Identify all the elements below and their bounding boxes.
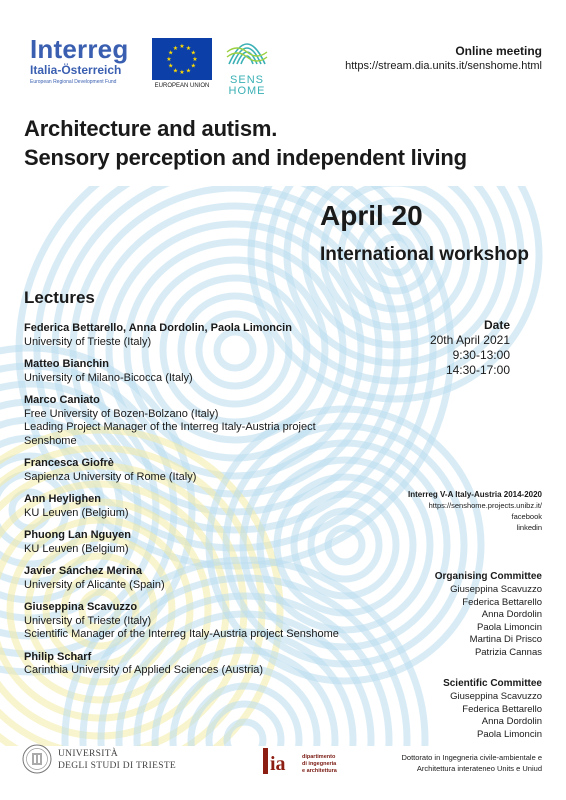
date-box-time-afternoon: 14:30-17:00 (445, 363, 510, 377)
eu-star-icon: ★ (179, 70, 185, 77)
committee-member: Patrizia Cannas (474, 646, 542, 658)
department-line2: di ingegneria (302, 761, 337, 767)
university-seal-icon (22, 744, 52, 774)
lecturer-affiliation: Free University of Bozen-Bolzano (Italy) (24, 407, 219, 420)
lecturer-names: Phuong Lan Nguyen (24, 529, 131, 541)
doctorate-line1: Dottorato in Ingegneria civile-ambientale e (401, 753, 542, 762)
eu-star-icon: ★ (190, 63, 196, 70)
lecturer-entry (24, 493, 374, 520)
lecturer-affiliation: University of Trieste (Italy) (24, 335, 152, 348)
lecturer-entry (24, 322, 374, 349)
committee-member: Anna Dordolin (481, 716, 542, 727)
lecturer-affiliation: Sapienza University of Rome (Italy) (24, 470, 197, 483)
lectures-heading: Lectures (24, 288, 95, 307)
committee-member: Martina Di Prisco (469, 634, 542, 645)
lecturer-affiliation: University of Trieste (Italy) (24, 614, 152, 627)
page-title (24, 114, 554, 172)
committee-member: Anna Dordolin (481, 609, 542, 620)
eu-flag-icon (152, 38, 212, 80)
interreg-logo-title: Interreg (30, 34, 129, 64)
lecturer-affiliation: Leading Project Manager of the Interreg Italy-Austria project (24, 421, 316, 433)
lecturer-affiliation: KU Leuven (Belgium) (24, 542, 129, 555)
committee-member: Paola Limoncin (477, 621, 542, 633)
lecturer-names: Matteo Bianchin (24, 358, 109, 370)
department-line3: e architettura (302, 768, 337, 774)
project-website-link[interactable]: https://senshome.projects.unibz.it/ (428, 501, 542, 510)
lecturer-affiliation: Senshome (24, 434, 77, 447)
lecturer-names: Federica Bettarello, Anna Dordolin, Paola Limoncin (24, 322, 292, 334)
senshome-waves-icon (225, 26, 269, 70)
committee-member: Federica Bettarello (462, 703, 542, 715)
committee-member: Giuseppina Scavuzzo (450, 584, 542, 595)
senshome-logo-line1: SENS (230, 74, 264, 86)
eu-star-icon: ★ (185, 68, 192, 75)
lecturer-names: Philip Scharf (24, 650, 92, 663)
lecturer-affiliation: Scientific Manager of the Interreg Italy-Austria project Senshome (24, 628, 339, 640)
online-meeting-label: Online meeting (455, 44, 542, 58)
eu-star-icon: ★ (185, 45, 192, 52)
lecturer-entry (24, 601, 374, 642)
eu-logo (152, 38, 212, 90)
eu-star-icon: ★ (168, 50, 174, 57)
date-box (390, 318, 510, 378)
online-meeting-link[interactable]: https://stream.dia.units.it/senshome.html (345, 60, 542, 72)
university-logo (22, 744, 202, 780)
eu-star-icon: ★ (192, 57, 198, 64)
linkedin-link[interactable]: linkedin (516, 523, 542, 532)
lecturer-entry (24, 529, 374, 556)
lecturer-affiliation: University of Milano-Bicocca (Italy) (24, 371, 193, 384)
committee-member: Federica Bettarello (462, 596, 542, 608)
event-type-heading: International workshop (320, 244, 530, 265)
university-name-line1: UNIVERSITÀ (58, 749, 118, 759)
lecturer-entry (24, 457, 374, 484)
lectures-list (24, 322, 374, 687)
lecturer-entry (24, 651, 374, 678)
interreg-info-heading: Interreg V-A Italy-Austria 2014-2020 (408, 490, 542, 499)
title-line-1: Architecture and autism. (24, 116, 278, 141)
eu-star-icon: ★ (190, 50, 196, 57)
lecturer-entry (24, 394, 374, 448)
university-name-line2: DEGLI STUDI DI TRIESTE (58, 761, 177, 771)
scientific-committee-heading: Scientific Committee (443, 678, 542, 689)
senshome-logo (220, 26, 274, 96)
senshome-logo-line2: HOME (228, 85, 266, 97)
eu-star-icon: ★ (172, 68, 179, 75)
committee-member: Paola Limoncin (477, 728, 542, 740)
lecturer-affiliation: Carinthia University of Applied Sciences (Austria) (24, 664, 264, 676)
facebook-link[interactable]: facebook (511, 512, 542, 521)
date-box-heading: Date (483, 318, 510, 332)
eu-star-icon: ★ (179, 44, 185, 51)
department-logo (262, 744, 382, 780)
lecturer-names: Francesca Giofrè (24, 457, 114, 469)
dia-logo-icon (262, 746, 296, 776)
organising-committee (388, 570, 542, 659)
committee-member: Giuseppina Scavuzzo (450, 691, 542, 702)
doctorate-note (388, 752, 542, 774)
title-line-2: Sensory perception and independent living (24, 145, 467, 170)
lecturer-names: Javier Sánchez Merina (24, 565, 143, 577)
lecturer-affiliation: KU Leuven (Belgium) (24, 506, 129, 519)
lecturer-entry (24, 565, 374, 592)
decorative-ring (227, 722, 263, 758)
eu-star-icon: ★ (166, 57, 172, 64)
department-line1: dipartimento (302, 754, 336, 760)
scientific-committee (388, 677, 542, 741)
eu-logo-caption: EUROPEAN UNION (154, 83, 210, 89)
interreg-logo (30, 36, 150, 86)
eu-star-icon: ★ (172, 45, 179, 52)
lecturer-affiliation: University of Alicante (Spain) (24, 578, 165, 591)
svg-text:ia: ia (270, 753, 286, 775)
event-date-heading: April 20 (320, 200, 423, 231)
doctorate-line2: Architettura interateneo Units e Uniud (416, 764, 542, 773)
date-box-date: 20th April 2021 (429, 333, 510, 347)
eu-star-icon: ★ (168, 63, 174, 70)
online-meeting-block (345, 44, 542, 74)
interreg-info-block (388, 489, 542, 533)
interreg-logo-fund: European Regional Development Fund (30, 79, 117, 85)
date-box-time-morning: 9:30-13:00 (452, 348, 510, 362)
organising-committee-heading: Organising Committee (434, 571, 542, 582)
lecturer-names: Marco Caniato (24, 394, 100, 406)
lecturer-names: Ann Heylighen (24, 493, 102, 505)
lecturer-entry (24, 358, 374, 385)
interreg-logo-subtitle: Italia-Österreich (30, 63, 122, 77)
lecturer-names: Giuseppina Scavuzzo (24, 601, 138, 613)
